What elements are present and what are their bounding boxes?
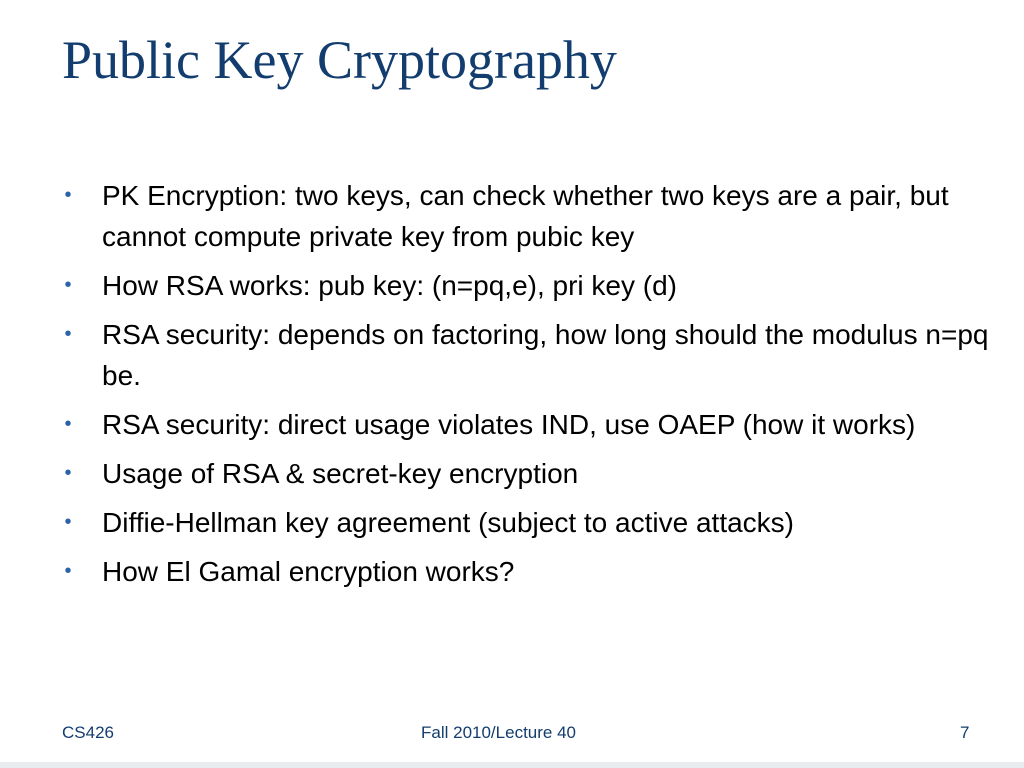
footer-lecture: Fall 2010/Lecture 40 bbox=[421, 723, 576, 742]
bullet-text: RSA security: depends on factoring, how long should the modulus n=pq be. bbox=[102, 319, 989, 391]
footer-page-number: 7 bbox=[960, 723, 970, 742]
bullet-item bbox=[60, 551, 990, 592]
bullet-dot-icon: • bbox=[64, 323, 72, 345]
bullet-item bbox=[60, 404, 990, 445]
bullet-text: How El Gamal encryption works? bbox=[102, 556, 515, 587]
bottom-divider bbox=[0, 762, 1024, 768]
bullet-text: RSA security: direct usage violates IND, use OAEP (how it works) bbox=[102, 409, 916, 440]
bullet-text: Diffie-Hellman key agreement (subject to active attacks) bbox=[102, 507, 794, 538]
bullet-dot-icon: • bbox=[64, 511, 72, 533]
bullet-item bbox=[60, 314, 990, 396]
bullet-list bbox=[60, 175, 990, 600]
bullet-item bbox=[60, 453, 990, 494]
slide-title: Public Key Cryptography bbox=[62, 30, 617, 90]
bullet-dot-icon: • bbox=[64, 560, 72, 582]
bullet-item bbox=[60, 175, 990, 257]
bullet-text: PK Encryption: two keys, can check whether two keys are a pair, but cannot compute private key from pubic key bbox=[102, 180, 949, 252]
bullet-item bbox=[60, 265, 990, 306]
bullet-dot-icon: • bbox=[64, 274, 72, 296]
footer-course: CS426 bbox=[62, 723, 114, 742]
bullet-dot-icon: • bbox=[64, 413, 72, 435]
bullet-dot-icon: • bbox=[64, 462, 72, 484]
bullet-item bbox=[60, 502, 990, 543]
bullet-text: How RSA works: pub key: (n=pq,e), pri key (d) bbox=[102, 270, 677, 301]
bullet-dot-icon: • bbox=[64, 184, 72, 206]
bullet-text: Usage of RSA & secret-key encryption bbox=[102, 458, 579, 489]
